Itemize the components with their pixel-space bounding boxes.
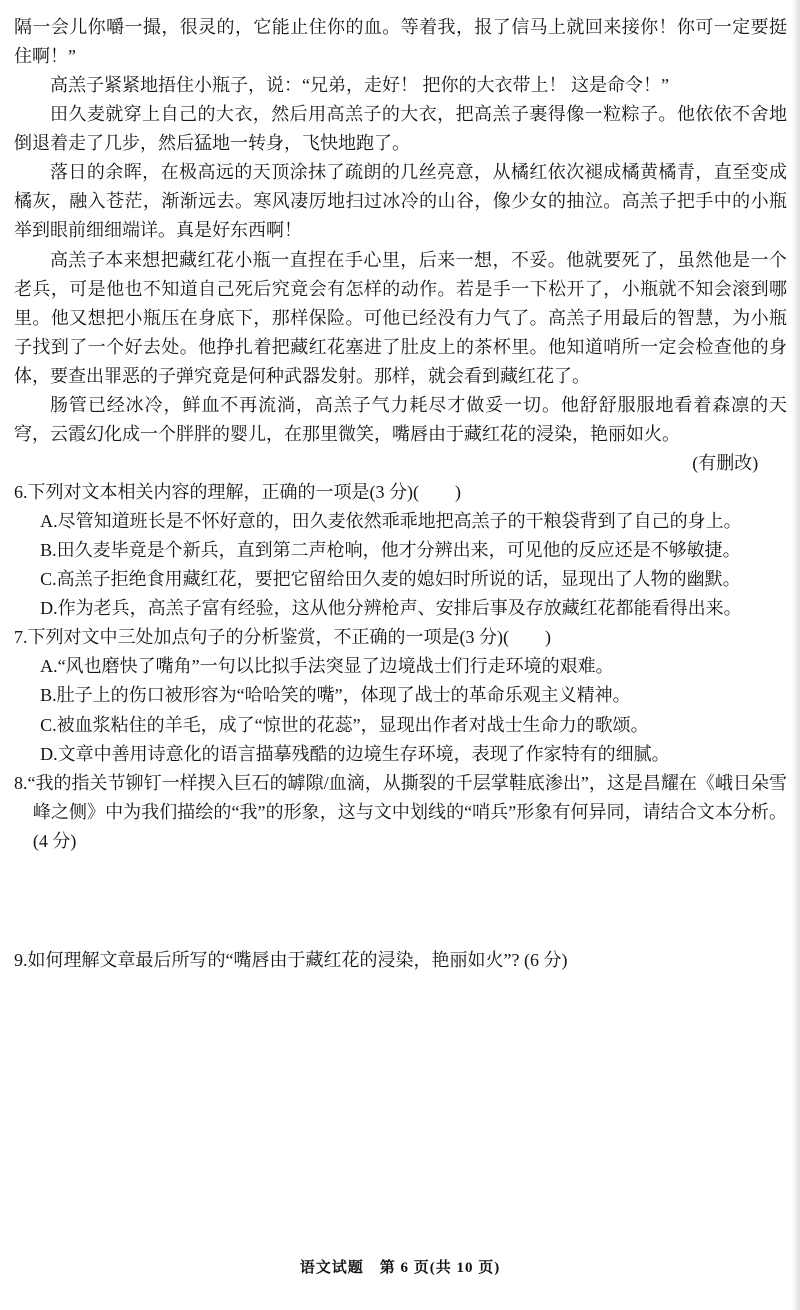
passage-paragraph-4: 落日的余晖，在极高远的天顶涂抹了疏朗的几丝亮意，从橘红依次褪成橘黄橘青，直至变成橘灰，融入苍茫，渐渐远去。寒风凄厉地扫过冰冷的山谷，像少女的抽泣。高羔子把手中的小瓶举到眼前细细端详。真是好东西啊！	[14, 162, 787, 241]
passage-paragraph-1: 隔一会儿你嚼一撮，很灵的，它能止住你的血。等着我，报了信马上就回来接你！你可一定要挺住啊！”	[14, 17, 787, 67]
footer-text: 语文试题 第 6 页(共 10 页)	[299, 1260, 501, 1276]
question-9	[14, 946, 787, 975]
passage-paragraph-5: 高羔子本来想把藏红花小瓶一直捏在手心里，后来一想，不妥。他就要死了，虽然他是一个老兵，可是他也不知道自己死后究竟会有怎样的动作。若是手一下松开了，小瓶就不知会滚到哪里。他又想把小瓶压在身底下，那样保险。可他已经没有力气了。高羔子用最后的智慧，为小瓶子找到了一个好去处。他挣扎着把藏红花塞进了肚皮上的茶杯里。他知道哨所一定会检查他的身体，要查出罪恶的子弹究竟是何种武器发射。那样，就会看到藏红花了。	[14, 249, 787, 386]
question-6-option-b: B.田久麦毕竟是个新兵，直到第二声枪响，他才分辨出来，可见他的反应还是不够敏捷。	[40, 540, 741, 561]
page-footer	[0, 1256, 800, 1277]
passage-source-note: (有删改)	[692, 452, 759, 473]
question-7-option-d: D.文章中善用诗意化的语言描摹残酷的边境生存环境，表现了作家特有的细腻。	[40, 743, 670, 764]
question-7-option-a: A.“风也磨快了嘴角”一句以比拟手法突显了边境战士们行走环境的艰难。	[40, 656, 614, 677]
question-6-stem: 6.下列对文本相关内容的理解，正确的一项是(3 分)( )	[14, 482, 461, 502]
question-7	[14, 623, 787, 768]
question-6-option-a: A.尽管知道班长是不怀好意的，田久麦依然乖乖地把高羔子的干粮袋背到了自己的身上。	[40, 511, 742, 532]
passage-paragraph-3: 田久麦就穿上自己的大衣，然后用高羔子的大衣，把高羔子裹得像一粒粽子。他依依不舍地倒退着走了几步，然后猛地一转身，飞快地跑了。	[14, 104, 787, 154]
question-8-stem: 8.“我的指关节铆钉一样揳入巨石的罅隙/血滴，从撕裂的千层掌鞋底渗出”，这是昌耀在《峨日朵雪峰之侧》中为我们描绘的“我”的形象，这与文中划线的“哨兵”形象有何异同，请结合文本分析。(4 分)	[14, 772, 787, 851]
question-7-option-b: B.肚子上的伤口被形容为“哈哈笑的嘴”，体现了战士的革命乐观主义精神。	[40, 685, 631, 706]
passage-paragraph-2: 高羔子紧紧地捂住小瓶子，说：“兄弟，走好！ 把你的大衣带上！ 这是命令！”	[50, 75, 669, 96]
question-9-stem: 9.如何理解文章最后所写的“嘴唇由于藏红花的浸染，艳丽如火”? (6 分)	[14, 949, 568, 970]
question-6-option-d: D.作为老兵，高羔子富有经验，这从他分辨枪声、安排后事及存放藏红花都能看得出来。	[40, 598, 742, 619]
question-8	[14, 769, 787, 856]
question-7-option-c: C.被血浆粘住的羊毛，成了“惊世的花蕊”，显现出作者对战士生命力的歌颂。	[40, 714, 649, 735]
reading-passage	[14, 13, 787, 478]
question-7-stem: 7.下列对文中三处加点句子的分析鉴赏，不正确的一项是(3 分)( )	[14, 627, 551, 648]
passage-paragraph-6: 肠管已经冰冷，鲜血不再流淌，高羔子气力耗尽才做妥一切。他舒舒服服地看着森凛的天穹，云霞幻化成一个胖胖的婴儿，在那里微笑，嘴唇由于藏红花的浸染，艳丽如火。	[14, 394, 787, 444]
question-6	[14, 478, 787, 623]
question-6-option-c: C.高羔子拒绝食用藏红花，要把它留给田久麦的媳妇时所说的话，显现出了人物的幽默。	[40, 569, 741, 590]
